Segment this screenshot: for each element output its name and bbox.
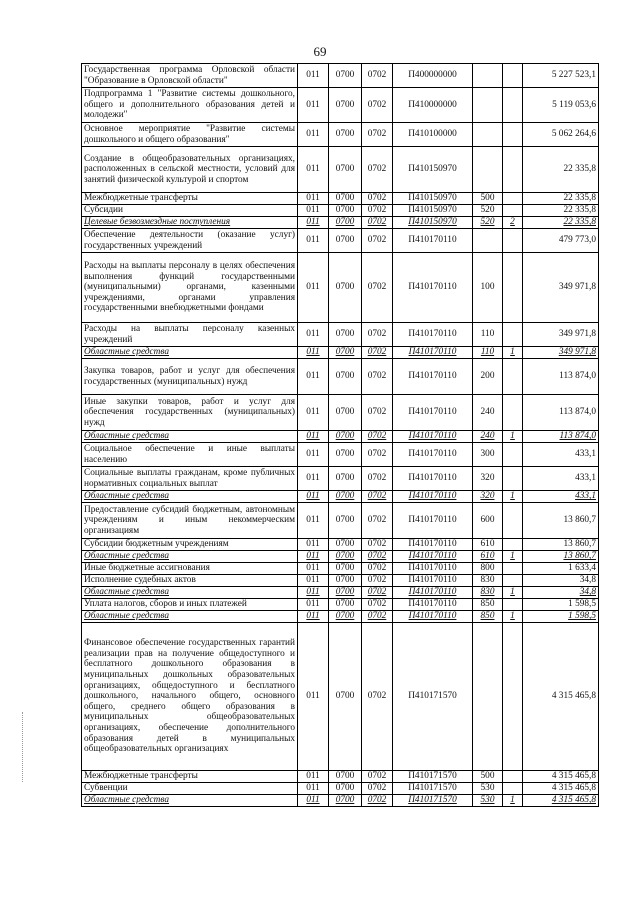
row-amount: 13 860,7 (523, 503, 599, 539)
row-gr-code: 011 (298, 431, 329, 443)
row-section-code: 0700 (329, 443, 362, 467)
row-gr-code: 011 (298, 795, 329, 807)
row-expense-type: 500 (473, 771, 503, 783)
row-subsection-code: 0702 (362, 795, 393, 807)
row-gr-code: 011 (298, 587, 329, 599)
row-gr-code: 011 (298, 783, 329, 795)
table-row (82, 467, 599, 491)
row-subsection-code: 0702 (362, 347, 393, 359)
page-number: 69 (313, 44, 327, 59)
row-subsection-code: 0702 (362, 323, 393, 347)
table-row (82, 147, 599, 193)
budget-table-body (82, 64, 599, 807)
row-name: Государственная программа Орловской области "Образование в Орловской области" (82, 64, 298, 88)
row-expense-type: 610 (473, 539, 503, 551)
row-name: Подпрограмма 1 "Развитие системы дошкольного, общего и дополнительного образования детей и молодежи" (82, 88, 298, 123)
table-row (82, 623, 599, 771)
row-gr-code: 011 (298, 205, 329, 217)
row-name: Областные средства (82, 587, 298, 599)
row-amount: 5 227 523,1 (523, 64, 599, 88)
row-name: Целевые безвозмездные поступления (82, 217, 298, 229)
row-source: 1 (503, 551, 523, 563)
row-subsection-code: 0702 (362, 539, 393, 551)
row-name: Социальные выплаты гражданам, кроме публичных нормативных социальных выплат (82, 467, 298, 491)
table-row (82, 205, 599, 217)
row-target-article: П410170110 (393, 229, 473, 253)
row-subsection-code: 0702 (362, 205, 393, 217)
row-gr-code: 011 (298, 443, 329, 467)
table-row (82, 611, 599, 623)
row-section-code: 0700 (329, 347, 362, 359)
row-name: Создание в общеобразовательных организациях, расположенных в сельской местности, условий для занятий физической культурой и спортом (82, 147, 298, 193)
row-gr-code: 011 (298, 623, 329, 771)
row-gr-code: 011 (298, 395, 329, 431)
row-name: Социальное обеспечение и иные выплаты населению (82, 443, 298, 467)
row-name: Субсидии (82, 205, 298, 217)
row-expense-type: 520 (473, 205, 503, 217)
row-expense-type: 850 (473, 599, 503, 611)
row-amount: 22 335,8 (523, 217, 599, 229)
row-section-code: 0700 (329, 611, 362, 623)
row-subsection-code: 0702 (362, 587, 393, 599)
row-target-article: П410170110 (393, 395, 473, 431)
row-expense-type: 100 (473, 253, 503, 323)
row-source (503, 323, 523, 347)
row-name: Субвенции (82, 783, 298, 795)
row-target-article: П410170110 (393, 347, 473, 359)
row-name: Финансовое обеспечение государственных гарантий реализации прав на получение общедоступного и бесплатного дошкольного образования в муниципальных дошкольных образовательных организациях, общедоступного и бесплатного дошкольного, начального общего, основного общего, среднего общего образования в муниципальных общеобразовательных организациях, обеспечение дополнительного образования детей в муниципальных общеобразовательных организациях (82, 623, 298, 771)
row-source (503, 599, 523, 611)
row-amount: 1 598,5 (523, 599, 599, 611)
row-gr-code: 011 (298, 599, 329, 611)
row-name: Исполнение судебных актов (82, 575, 298, 587)
row-gr-code: 011 (298, 611, 329, 623)
table-row (82, 395, 599, 431)
row-section-code: 0700 (329, 193, 362, 205)
row-target-article: П410150970 (393, 193, 473, 205)
row-subsection-code: 0702 (362, 88, 393, 123)
row-source: 1 (503, 431, 523, 443)
row-expense-type: 300 (473, 443, 503, 467)
row-gr-code: 011 (298, 217, 329, 229)
row-source (503, 443, 523, 467)
row-subsection-code: 0702 (362, 217, 393, 229)
row-expense-type: 320 (473, 467, 503, 491)
row-target-article: П410171570 (393, 623, 473, 771)
table-row (82, 431, 599, 443)
row-amount: 433,1 (523, 467, 599, 491)
row-expense-type: 830 (473, 575, 503, 587)
row-gr-code: 011 (298, 359, 329, 395)
row-subsection-code: 0702 (362, 147, 393, 193)
row-amount: 479 773,0 (523, 229, 599, 253)
row-target-article: П410170110 (393, 323, 473, 347)
row-source (503, 193, 523, 205)
row-expense-type (473, 229, 503, 253)
row-expense-type: 610 (473, 551, 503, 563)
row-subsection-code: 0702 (362, 253, 393, 323)
row-source (503, 783, 523, 795)
row-gr-code: 011 (298, 193, 329, 205)
row-section-code: 0700 (329, 229, 362, 253)
row-expense-type: 200 (473, 359, 503, 395)
row-section-code: 0700 (329, 587, 362, 599)
row-amount: 4 315 465,8 (523, 771, 599, 783)
row-expense-type (473, 123, 503, 147)
row-amount: 22 335,8 (523, 205, 599, 217)
row-name: Областные средства (82, 431, 298, 443)
table-row (82, 193, 599, 205)
row-name: Обеспечение деятельности (оказание услуг) государственных учреждений (82, 229, 298, 253)
row-name: Межбюджетные трансферты (82, 771, 298, 783)
row-target-article: П410171570 (393, 795, 473, 807)
row-expense-type: 830 (473, 587, 503, 599)
row-target-article: П410170110 (393, 431, 473, 443)
row-gr-code: 011 (298, 491, 329, 503)
table-row (82, 491, 599, 503)
row-subsection-code: 0702 (362, 395, 393, 431)
row-section-code: 0700 (329, 431, 362, 443)
row-amount: 5 062 264,6 (523, 123, 599, 147)
row-expense-type (473, 88, 503, 123)
row-source (503, 88, 523, 123)
row-section-code: 0700 (329, 563, 362, 575)
row-subsection-code: 0702 (362, 229, 393, 253)
row-section-code: 0700 (329, 551, 362, 563)
row-amount: 113 874,0 (523, 359, 599, 395)
row-target-article: П410170110 (393, 611, 473, 623)
row-name: Межбюджетные трансферты (82, 193, 298, 205)
row-target-article: П410000000 (393, 88, 473, 123)
row-amount: 13 860,7 (523, 539, 599, 551)
table-row (82, 575, 599, 587)
row-gr-code: 011 (298, 123, 329, 147)
row-gr-code: 011 (298, 88, 329, 123)
row-expense-type: 110 (473, 323, 503, 347)
row-source (503, 123, 523, 147)
row-name: Областные средства (82, 795, 298, 807)
row-target-article: П410170110 (393, 539, 473, 551)
row-gr-code: 011 (298, 539, 329, 551)
row-expense-type: 320 (473, 491, 503, 503)
row-source (503, 359, 523, 395)
budget-table (81, 63, 599, 807)
row-amount: 349 971,8 (523, 347, 599, 359)
row-name: Закупка товаров, работ и услуг для обеспечения государственных (муниципальных) нужд (82, 359, 298, 395)
row-section-code: 0700 (329, 205, 362, 217)
row-target-article: П410150970 (393, 205, 473, 217)
row-target-article: П410170110 (393, 253, 473, 323)
row-source (503, 205, 523, 217)
row-amount: 34,8 (523, 575, 599, 587)
row-name: Субсидии бюджетным учреждениям (82, 539, 298, 551)
row-subsection-code: 0702 (362, 431, 393, 443)
row-target-article: П410170110 (393, 467, 473, 491)
row-section-code: 0700 (329, 467, 362, 491)
table-row (82, 347, 599, 359)
row-expense-type (473, 147, 503, 193)
row-amount: 22 335,8 (523, 147, 599, 193)
row-section-code: 0700 (329, 64, 362, 88)
row-subsection-code: 0702 (362, 467, 393, 491)
row-source (503, 229, 523, 253)
row-target-article: П410150970 (393, 147, 473, 193)
row-expense-type: 500 (473, 193, 503, 205)
row-expense-type (473, 623, 503, 771)
row-gr-code: 011 (298, 467, 329, 491)
table-row (82, 359, 599, 395)
row-source: 1 (503, 347, 523, 359)
row-amount: 4 315 465,8 (523, 795, 599, 807)
row-name: Областные средства (82, 551, 298, 563)
row-gr-code: 011 (298, 253, 329, 323)
row-name: Расходы на выплаты персоналу казенных учреждений (82, 323, 298, 347)
table-row (82, 539, 599, 551)
table-row (82, 253, 599, 323)
row-section-code: 0700 (329, 599, 362, 611)
row-name: Областные средства (82, 491, 298, 503)
row-section-code: 0700 (329, 783, 362, 795)
row-amount: 433,1 (523, 491, 599, 503)
row-section-code: 0700 (329, 503, 362, 539)
row-gr-code: 011 (298, 575, 329, 587)
row-target-article: П400000000 (393, 64, 473, 88)
table-row (82, 563, 599, 575)
row-amount: 34,8 (523, 587, 599, 599)
row-target-article: П410171570 (393, 771, 473, 783)
row-expense-type: 850 (473, 611, 503, 623)
row-subsection-code: 0702 (362, 551, 393, 563)
row-name: Расходы на выплаты персоналу в целях обеспечения выполнения функций государственными (муниципальными) органами, казенными учреждениями, органами управления государственными внебюджетными фондами (82, 253, 298, 323)
row-target-article: П410170110 (393, 503, 473, 539)
row-expense-type: 240 (473, 431, 503, 443)
row-target-article: П410171570 (393, 783, 473, 795)
table-row (82, 443, 599, 467)
row-gr-code: 011 (298, 771, 329, 783)
table-row (82, 503, 599, 539)
table-row (82, 88, 599, 123)
row-subsection-code: 0702 (362, 64, 393, 88)
row-source: 1 (503, 795, 523, 807)
row-subsection-code: 0702 (362, 443, 393, 467)
row-target-article: П410170110 (393, 575, 473, 587)
table-row (82, 123, 599, 147)
row-amount: 22 335,8 (523, 193, 599, 205)
scan-edge-mark (22, 712, 24, 782)
row-target-article: П410170110 (393, 491, 473, 503)
row-amount: 13 860,7 (523, 551, 599, 563)
row-section-code: 0700 (329, 323, 362, 347)
row-name: Уплата налогов, сборов и иных платежей (82, 599, 298, 611)
row-amount: 1 633,4 (523, 563, 599, 575)
row-target-article: П410150970 (393, 217, 473, 229)
table-row (82, 783, 599, 795)
row-amount: 5 119 053,6 (523, 88, 599, 123)
row-source (503, 147, 523, 193)
row-section-code: 0700 (329, 359, 362, 395)
row-source (503, 64, 523, 88)
row-expense-type: 600 (473, 503, 503, 539)
row-source (503, 467, 523, 491)
row-section-code: 0700 (329, 623, 362, 771)
table-row (82, 64, 599, 88)
row-target-article: П410170110 (393, 443, 473, 467)
row-target-article: П410100000 (393, 123, 473, 147)
row-section-code: 0700 (329, 539, 362, 551)
row-section-code: 0700 (329, 147, 362, 193)
row-gr-code: 011 (298, 563, 329, 575)
row-subsection-code: 0702 (362, 783, 393, 795)
table-row (82, 599, 599, 611)
row-expense-type (473, 64, 503, 88)
row-expense-type: 110 (473, 347, 503, 359)
row-amount: 1 598,5 (523, 611, 599, 623)
row-subsection-code: 0702 (362, 599, 393, 611)
table-row (82, 229, 599, 253)
row-name: Областные средства (82, 611, 298, 623)
row-target-article: П410170110 (393, 599, 473, 611)
table-row (82, 323, 599, 347)
row-section-code: 0700 (329, 88, 362, 123)
row-expense-type: 530 (473, 795, 503, 807)
row-section-code: 0700 (329, 491, 362, 503)
row-section-code: 0700 (329, 575, 362, 587)
row-section-code: 0700 (329, 771, 362, 783)
row-subsection-code: 0702 (362, 563, 393, 575)
row-source (503, 503, 523, 539)
row-amount: 113 874,0 (523, 431, 599, 443)
row-gr-code: 011 (298, 503, 329, 539)
row-section-code: 0700 (329, 253, 362, 323)
row-amount: 4 315 465,8 (523, 783, 599, 795)
row-subsection-code: 0702 (362, 123, 393, 147)
row-source (503, 539, 523, 551)
row-amount: 349 971,8 (523, 253, 599, 323)
row-amount: 433,1 (523, 443, 599, 467)
row-gr-code: 011 (298, 147, 329, 193)
row-subsection-code: 0702 (362, 359, 393, 395)
row-gr-code: 011 (298, 229, 329, 253)
row-source: 1 (503, 611, 523, 623)
table-row (82, 771, 599, 783)
row-gr-code: 011 (298, 323, 329, 347)
row-gr-code: 011 (298, 551, 329, 563)
row-subsection-code: 0702 (362, 491, 393, 503)
row-expense-type: 240 (473, 395, 503, 431)
row-amount: 349 971,8 (523, 323, 599, 347)
row-amount: 113 874,0 (523, 395, 599, 431)
row-expense-type: 520 (473, 217, 503, 229)
row-target-article: П410170110 (393, 551, 473, 563)
row-subsection-code: 0702 (362, 771, 393, 783)
row-subsection-code: 0702 (362, 503, 393, 539)
table-row (82, 587, 599, 599)
row-name: Иные бюджетные ассигнования (82, 563, 298, 575)
row-source (503, 395, 523, 431)
row-section-code: 0700 (329, 395, 362, 431)
row-subsection-code: 0702 (362, 575, 393, 587)
row-name: Иные закупки товаров, работ и услуг для обеспечения государственных (муниципальных) нужд (82, 395, 298, 431)
row-source (503, 623, 523, 771)
row-section-code: 0700 (329, 123, 362, 147)
table-row (82, 795, 599, 807)
row-section-code: 0700 (329, 795, 362, 807)
row-expense-type: 530 (473, 783, 503, 795)
row-source (503, 563, 523, 575)
row-target-article: П410170110 (393, 359, 473, 395)
row-source (503, 771, 523, 783)
row-gr-code: 011 (298, 347, 329, 359)
row-subsection-code: 0702 (362, 611, 393, 623)
row-target-article: П410170110 (393, 587, 473, 599)
row-target-article: П410170110 (393, 563, 473, 575)
row-gr-code: 011 (298, 64, 329, 88)
row-name: Предоставление субсидий бюджетным, автономным учреждениям и иным некоммерческим организациям (82, 503, 298, 539)
row-source: 2 (503, 217, 523, 229)
row-subsection-code: 0702 (362, 193, 393, 205)
row-source (503, 253, 523, 323)
row-section-code: 0700 (329, 217, 362, 229)
row-expense-type: 800 (473, 563, 503, 575)
row-source: 1 (503, 491, 523, 503)
row-amount: 4 315 465,8 (523, 623, 599, 771)
row-source: 1 (503, 587, 523, 599)
row-name: Основное мероприятие "Развитие системы дошкольного и общего образования" (82, 123, 298, 147)
row-subsection-code: 0702 (362, 623, 393, 771)
row-source (503, 575, 523, 587)
table-row (82, 217, 599, 229)
table-row (82, 551, 599, 563)
row-name: Областные средства (82, 347, 298, 359)
